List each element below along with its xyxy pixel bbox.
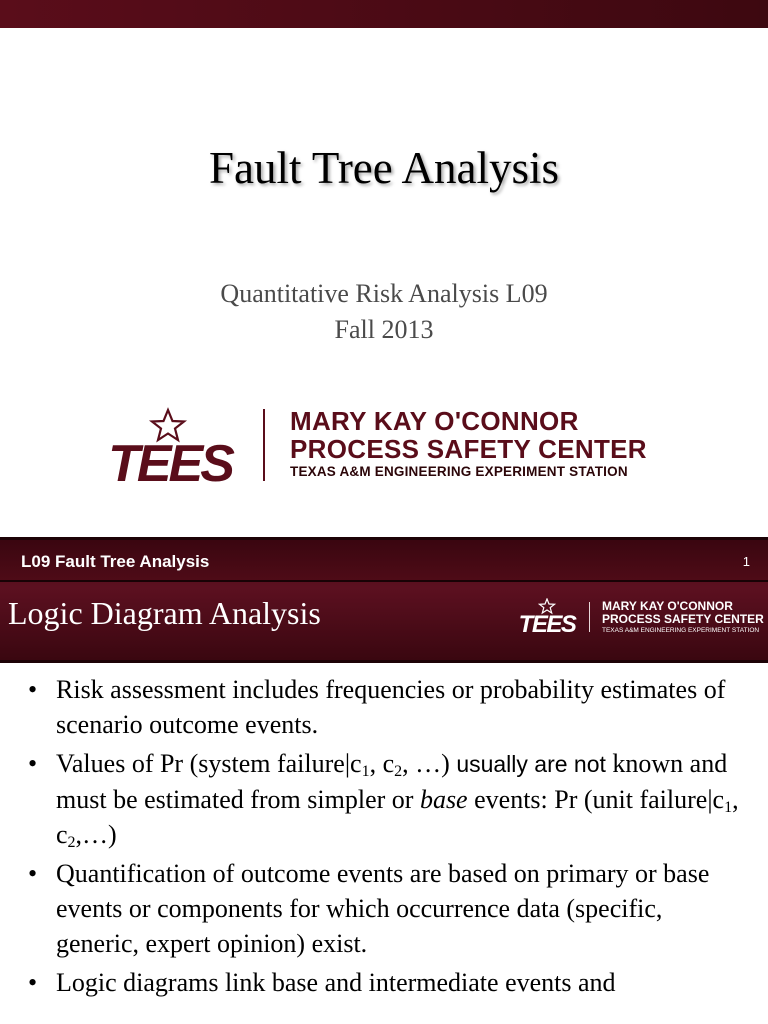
bullet-text: Risk assessment includes frequencies or probability estimates of scenario outcome events. [56, 675, 726, 739]
center-name-line1: MARY KAY O'CONNOR [290, 406, 579, 436]
bullet-text: , c [56, 785, 739, 849]
mkopsc-logo-small [516, 598, 766, 638]
center-name-small-line1: MARY KAY O'CONNOR [602, 599, 733, 613]
mkopsc-logo [100, 405, 660, 487]
subscript: 2 [394, 763, 403, 780]
cover-title: Fault Tree Analysis [208, 143, 560, 193]
tees-small-wordmark: TEES [518, 611, 576, 634]
center-name-small-line2: PROCESS SAFETY CENTER [602, 612, 764, 626]
tees-logo-small-icon [516, 598, 578, 634]
bullet-text: , c [369, 749, 395, 778]
bullet-text: ,…) [75, 820, 117, 849]
bullet-text: c [712, 785, 725, 814]
semester: Fall 2013 [334, 315, 434, 344]
bullet-text: Logic diagrams link base and intermediate events and [56, 968, 616, 997]
subscript: 1 [724, 799, 733, 816]
slide-title: Logic Diagram Analysis [8, 595, 321, 631]
tees-wordmark: TEES [108, 435, 232, 485]
bullet-text: c [350, 749, 362, 778]
page-number: 1 [742, 554, 750, 569]
center-name-small [602, 600, 764, 636]
bullet-text: Values of Pr (system failure [56, 749, 345, 778]
bullet-text: known and must be estimated from simpler or [56, 749, 728, 814]
bullet-text: , …) [402, 749, 457, 778]
logo-divider [263, 409, 265, 481]
center-name-line3: TEXAS A&M ENGINEERING EXPERIMENT STATION [290, 464, 628, 479]
bullet-text: events: Pr (unit failure [467, 785, 708, 814]
top-bar [0, 0, 768, 28]
subscript: 1 [361, 763, 370, 780]
slide-header [0, 537, 768, 663]
bullet-item [28, 965, 748, 1000]
bullet-dot-icon: • [28, 675, 38, 704]
bullet-dot-icon: • [28, 968, 38, 997]
subscript: 2 [67, 834, 76, 851]
bullet-item [28, 746, 748, 852]
bullet-item [28, 672, 748, 742]
tees-logo-icon [100, 405, 240, 485]
slide-header-strip [0, 540, 768, 582]
bullet-dot-icon: • [28, 859, 38, 888]
bullet-text-italic: base [419, 785, 468, 814]
logo-small-divider [589, 602, 590, 632]
bullet-item [28, 856, 748, 961]
given-bar: | [344, 749, 351, 778]
slide-header-label: L09 Fault Tree Analysis [21, 552, 210, 571]
center-name-small-line3: TEXAS A&M ENGINEERING EXPERIMENT STATION [602, 627, 760, 634]
bullet-dot-icon: • [28, 749, 38, 778]
bullet-text: Quantification of outcome events are based on primary or base events or components for which occurrence data (specific, generic, expert opinion) exist. [56, 859, 710, 958]
bullet-text-emphasis: usually are not [456, 751, 606, 777]
given-bar: | [707, 785, 713, 814]
course-name: Quantitative Risk Analysis L09 [220, 279, 548, 308]
center-name [290, 407, 647, 481]
cover-subtitle [0, 276, 768, 348]
bullet-list [28, 672, 748, 1004]
center-name-line2: PROCESS SAFETY CENTER [290, 434, 647, 464]
